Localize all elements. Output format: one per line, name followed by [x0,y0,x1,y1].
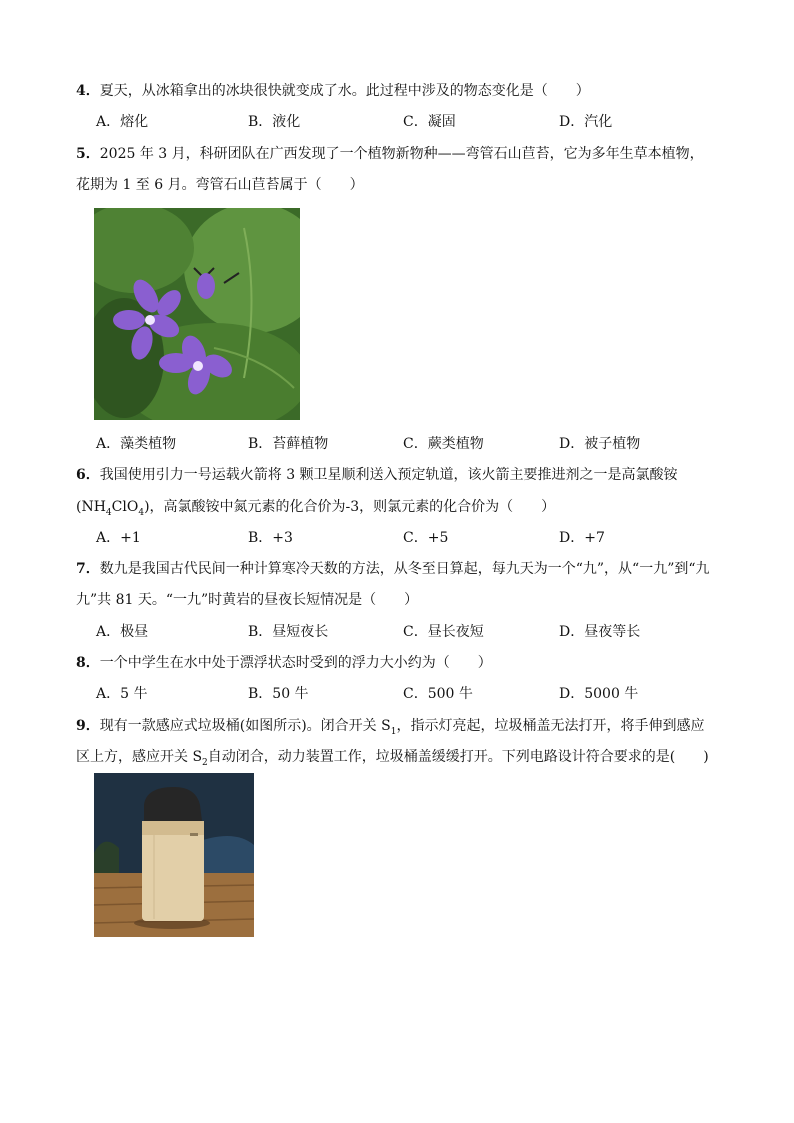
question-8-options [96,684,736,704]
question-6-text-line2: $(NH_4ClO_4)$，高氯酸铵中氮元素的化合价为-3，则氯元素的化合价为（ ） [76,499,556,518]
option-a: A．熔化 [96,114,149,130]
question-number: 7． [76,561,100,577]
question-9-text-line2: 区上方，感应开关 $S_2$自动闭合，动力装置工作，垃圾桶盖缓缓打开。下列电路设计符合要求的是( ) [76,749,709,768]
option-b: B．昼短夜长 [248,624,329,640]
question-7-text-line2: 九”共 81 天。“一九”时黄岩的昼夜长短情况是（ ） [76,592,419,608]
question-7-options [96,622,736,642]
option-c: C．500 牛 [403,686,473,702]
question-6-text: 6．我国使用引力一号运载火箭将 3 颗卫星顺利送入预定轨道，该火箭主要推进剂之一是高氯酸铵 [76,467,678,483]
question-number: 4． [76,83,100,99]
question-8-text: 8．一个中学生在水中处于漂浮状态时受到的浮力大小约为（ ） [76,655,492,671]
option-c: C．蕨类植物 [403,436,484,452]
trash-bin-icon [94,773,254,937]
flower-icon [94,208,300,420]
option-a: A．+1 [96,530,141,546]
option-b: B．苔藓植物 [248,436,329,452]
option-b: B．50 牛 [248,686,309,702]
option-d: D．+7 [559,530,605,546]
option-b: B．+3 [248,530,293,546]
option-c: C．凝固 [403,114,456,130]
option-d: D．昼夜等长 [559,624,641,640]
question-9-text: 9．现有一款感应式垃圾桶(如图所示)。闭合开关 $S_1$，指示灯亮起，垃圾桶盖无法打开，将手伸到感应 [76,718,705,737]
question-number: 9． [76,718,100,734]
option-a: A．5 牛 [96,686,148,702]
question-4-options [96,112,736,132]
option-d: D．被子植物 [559,436,641,452]
chemical-formula: $(NH_4ClO_4)$ [76,499,150,518]
question-number: 5． [76,146,100,162]
option-d: D．汽化 [559,114,613,130]
question-7-text: 7．数九是我国古代民间一种计算寒冷天数的方法，从冬至日算起，每九天为一个“九”，从“一九”到“九 [76,561,710,577]
option-a: A．极昼 [96,624,149,640]
question-6-options [96,528,736,548]
option-d: D．5000 牛 [559,686,639,702]
option-a: A．藻类植物 [96,436,177,452]
option-b: B．液化 [248,114,301,130]
question-5-options [96,434,736,454]
sensor-trash-bin-photo [94,773,254,937]
question-number: 6． [76,467,100,483]
question-5-text-line2: 花期为 1 至 6 月。弯管石山苣苔属于（ ） [76,177,364,193]
option-c: C．昼长夜短 [403,624,484,640]
option-c: C．+5 [403,530,449,546]
question-4-text: 4．夏天，从冰箱拿出的冰块很快就变成了水。此过程中涉及的物态变化是（ ） [76,83,590,99]
question-5-text: 5．2025 年 3 月，科研团队在广西发现了一个植物新物种——弯管石山苣苔，它为多年生草本植物， [76,146,704,162]
question-number: 8． [76,655,100,671]
purple-flower-photo [94,208,300,420]
